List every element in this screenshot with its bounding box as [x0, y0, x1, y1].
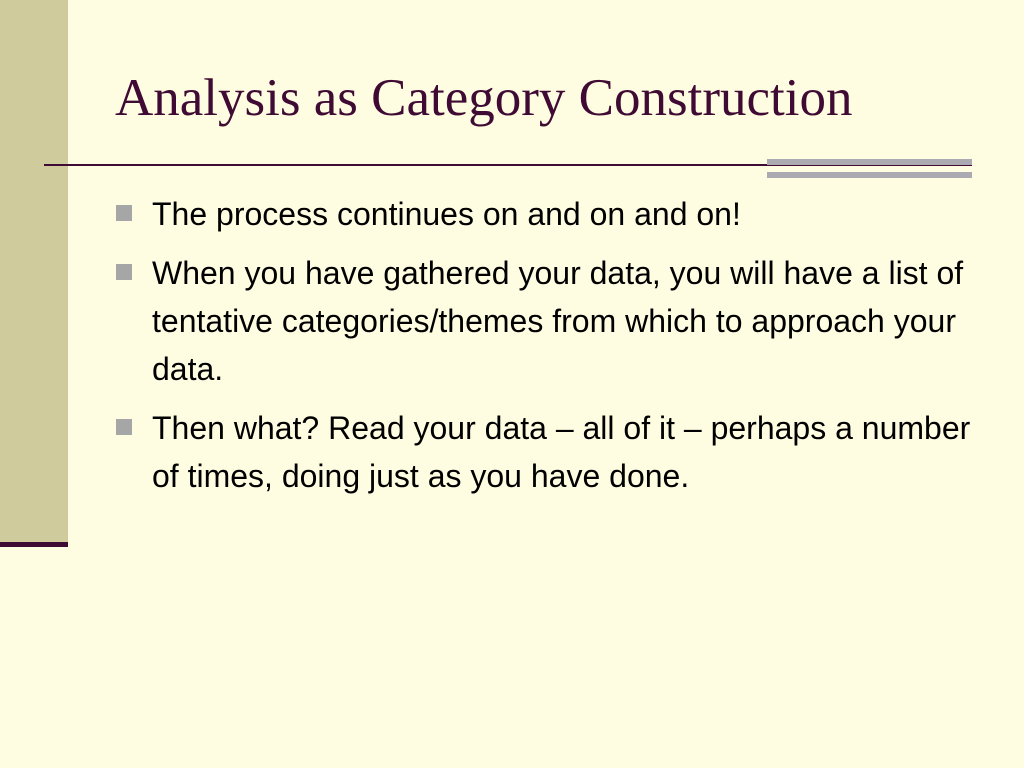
- square-bullet-icon: [116, 419, 132, 435]
- bullet-item: [116, 190, 976, 238]
- bullet-item: [116, 249, 976, 393]
- bullet-list: [116, 190, 976, 511]
- bullet-text: Then what? Read your data – all of it – perhaps a number of times, doing just as you have done.: [152, 410, 971, 494]
- square-bullet-icon: [116, 205, 132, 221]
- bullet-text: When you have gathered your data, you will have a list of tentative categories/themes from which to approach your data.: [152, 255, 964, 387]
- slide-title: Analysis as Category Construction: [115, 69, 853, 127]
- accent-bar-lower: [767, 172, 972, 178]
- bullet-text: The process continues on and on and on!: [152, 196, 741, 232]
- left-band-rule: [0, 542, 68, 547]
- square-bullet-icon: [116, 264, 132, 280]
- bullet-item: [116, 404, 976, 500]
- accent-bar-upper: [767, 159, 972, 165]
- left-decorative-band: [0, 0, 68, 543]
